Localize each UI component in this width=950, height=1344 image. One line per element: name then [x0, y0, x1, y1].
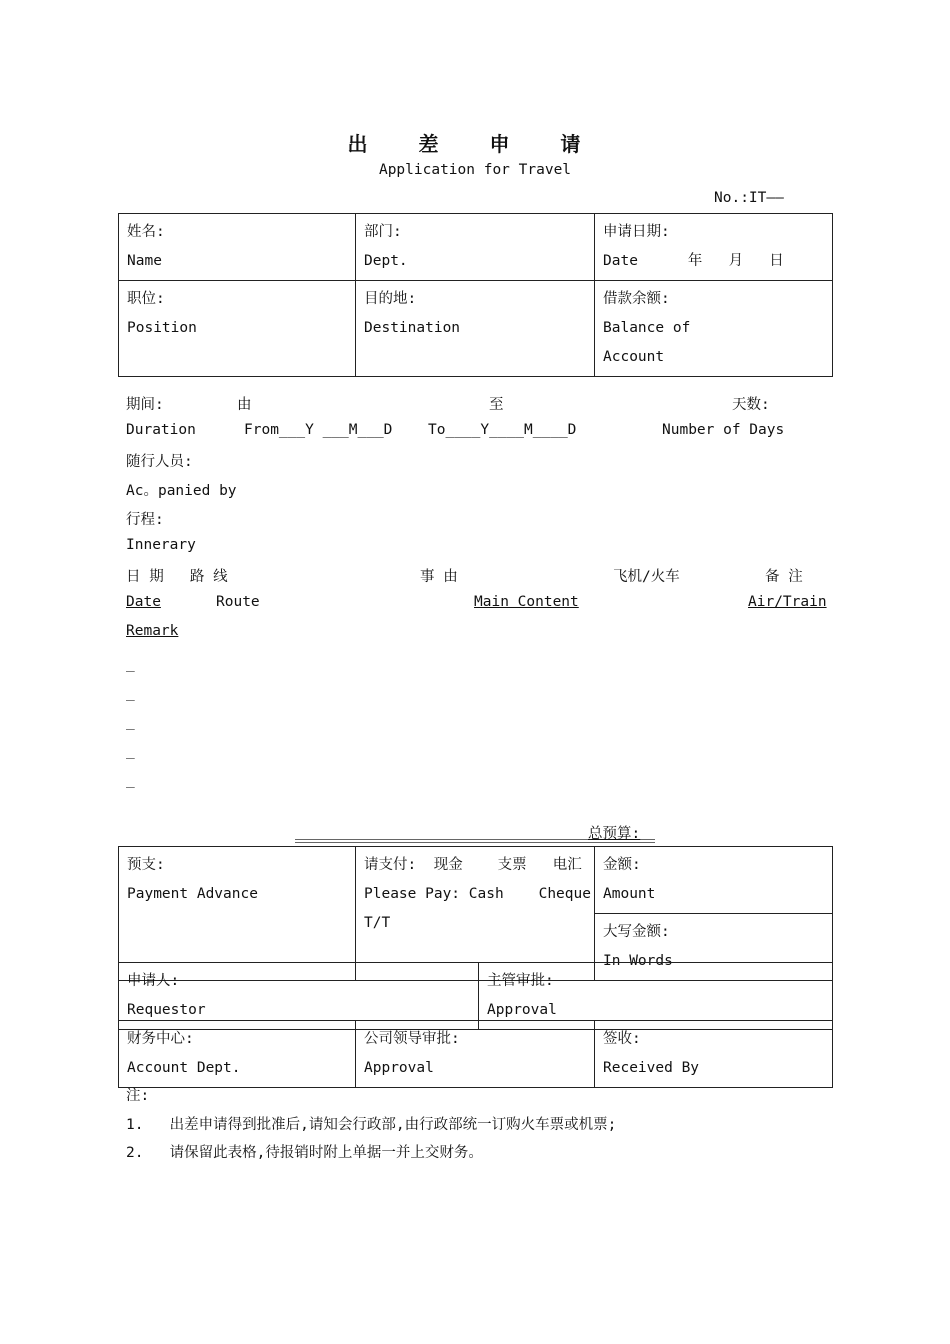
date-label-en: Date [603, 253, 638, 269]
note-item: 1. 出差申请得到批准后,请知会行政部,由行政部统一订购火车票或机票; [126, 1117, 617, 1133]
duration-from-cn: 由 [237, 397, 252, 413]
words-label-en: In Words [603, 953, 673, 969]
advance-label-en: Payment Advance [127, 886, 258, 902]
destination-label-cn: 目的地: [364, 291, 417, 307]
position-label-en: Position [127, 320, 197, 336]
destination-cell[interactable] [356, 281, 595, 377]
name-cell[interactable] [119, 214, 356, 281]
date-ymd: 年 月 日 [687, 253, 784, 269]
duration-label-en: Duration [126, 422, 196, 438]
balance-label-cn: 借款余额: [603, 291, 670, 307]
received-by-cell[interactable] [595, 1021, 833, 1088]
duration-to-field[interactable]: To____Y____M____D [428, 422, 577, 438]
signoff-table [118, 1020, 833, 1088]
col-remark-en: Remark [126, 623, 179, 639]
pay-label-cn: 请支付: 现金 支票 电汇 [364, 857, 582, 873]
approval-label-cn: 主管审批: [487, 973, 554, 989]
leader-label-en: Approval [364, 1060, 434, 1076]
itinerary-row[interactable]: _ [126, 714, 135, 730]
duration-days-field[interactable]: Number of Days [662, 422, 785, 438]
please-pay-cell[interactable] [356, 847, 595, 981]
applicant-info-table [118, 213, 833, 377]
itinerary-row[interactable]: _ [126, 743, 135, 759]
col-transport-en: Air/Train [748, 594, 827, 610]
itinerary-label-en: Innerary [126, 537, 196, 553]
balance-label-en-2: Account [603, 349, 665, 365]
received-label-en: Received By [603, 1060, 700, 1076]
approval-label-en: Approval [487, 1002, 557, 1018]
accompanied-label-en: Ac。panied by [126, 483, 237, 499]
name-label-en: Name [127, 253, 162, 269]
amount-label-cn: 金额: [603, 857, 641, 873]
duration-to-cn: 至 [489, 397, 504, 413]
date-label-cn: 申请日期: [603, 224, 670, 240]
balance-cell[interactable] [595, 281, 833, 377]
account-dept-cell[interactable] [119, 1021, 356, 1088]
position-cell[interactable] [119, 281, 356, 377]
requestor-label-en: Requestor [127, 1002, 206, 1018]
pay-label-en: Please Pay: Cash Cheque [364, 886, 591, 902]
dept-cell[interactable] [356, 214, 595, 281]
col-content-cn: 事 由 [420, 569, 458, 585]
name-label-cn: 姓名: [127, 224, 165, 240]
account-label-en: Account Dept. [127, 1060, 241, 1076]
itinerary-row[interactable]: _ [126, 656, 135, 672]
note-item: 2. 请保留此表格,待报销时附上单据一并上交财务。 [126, 1145, 483, 1161]
itinerary-row[interactable]: _ [126, 685, 135, 701]
destination-label-en: Destination [364, 320, 461, 336]
words-label-cn: 大写金额: [603, 924, 670, 940]
page-title: 出 差 申 请 [347, 132, 603, 156]
date-cell[interactable] [595, 214, 833, 281]
duration-days-cn: 天数: [732, 397, 770, 413]
duration-label-cn: 期间: [126, 397, 164, 413]
leader-label-cn: 公司领导审批: [364, 1031, 460, 1047]
col-content-en: Main Content [474, 594, 579, 610]
payment-advance-cell[interactable] [119, 847, 356, 981]
notes-label: 注: [126, 1088, 150, 1104]
amount-label-en: Amount [603, 886, 656, 902]
amount-cell[interactable] [595, 847, 833, 914]
total-budget-label: 总预算: [588, 826, 641, 842]
leader-approval-cell[interactable] [356, 1021, 595, 1088]
position-label-cn: 职位: [127, 291, 165, 307]
received-label-cn: 签收: [603, 1031, 641, 1047]
dept-label-cn: 部门: [364, 224, 402, 240]
col-date-route-cn: 日 期 路 线 [126, 569, 228, 585]
account-label-cn: 财务中心: [127, 1031, 194, 1047]
col-route-en: Route [216, 594, 260, 610]
itinerary-label-cn: 行程: [126, 512, 164, 528]
col-remark-cn: 备 注 [765, 569, 803, 585]
pay-label-en-tt: T/T [364, 915, 391, 931]
accompanied-label-cn: 随行人员: [126, 454, 193, 470]
balance-label-en-1: Balance of [603, 320, 691, 336]
requestor-label-cn: 申请人: [127, 973, 180, 989]
form-number: No.:IT—— [714, 190, 784, 206]
col-transport-cn: 飞机/火车 [613, 569, 680, 585]
payment-table [118, 846, 833, 981]
col-date-en: Date [126, 594, 161, 610]
advance-label-cn: 预支: [127, 857, 165, 873]
duration-from-field[interactable]: From___Y ___M___D [244, 422, 393, 438]
page-subtitle: Application for Travel [378, 162, 572, 178]
dept-label-en: Dept. [364, 253, 408, 269]
itinerary-row[interactable]: _ [126, 772, 135, 788]
